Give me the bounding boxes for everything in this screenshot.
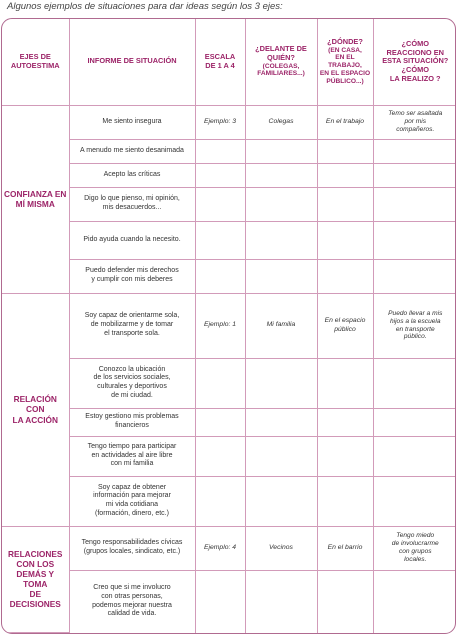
who-cell[interactable] xyxy=(245,221,317,259)
situation-cell: Digo lo que pienso, mi opinión, mis desacuerdos... xyxy=(69,187,195,221)
header-who-sub: (COLEGAS, FAMILIARES...) xyxy=(257,62,305,78)
scale-cell[interactable] xyxy=(195,163,245,187)
scale-cell[interactable] xyxy=(195,476,245,526)
where-cell: En el barrio xyxy=(317,526,373,570)
table-row xyxy=(2,163,456,187)
who-cell[interactable] xyxy=(245,476,317,526)
scale-cell[interactable] xyxy=(195,408,245,436)
reaction-cell: Tengo miedo de involucrarme con grupos locales. xyxy=(373,526,456,570)
situation-cell: Tengo responsabilidades cívicas (grupos locales, sindicato, etc.) xyxy=(69,526,195,570)
where-cell[interactable] xyxy=(317,221,373,259)
scale-cell[interactable] xyxy=(195,436,245,476)
self-esteem-table xyxy=(2,19,456,633)
table-row xyxy=(2,570,456,633)
axis-cell: RELACIONES CON LOS DEMÁS Y TOMA DE DECISIONES xyxy=(2,526,69,633)
scale-cell[interactable] xyxy=(195,570,245,633)
table-row xyxy=(2,436,456,476)
reaction-cell[interactable] xyxy=(373,408,456,436)
who-cell[interactable] xyxy=(245,358,317,408)
reaction-cell[interactable] xyxy=(373,570,456,633)
header-axes: EJES DE AUTOESTIMA xyxy=(2,19,69,105)
scale-cell[interactable] xyxy=(195,259,245,293)
reaction-cell[interactable] xyxy=(373,259,456,293)
situation-cell: Tengo tiempo para participar en actividades al aire libre con mi familia xyxy=(69,436,195,476)
situation-cell: Soy capaz de orientarme sola, de mobilizarme y de tomar el transporte sola. xyxy=(69,293,195,358)
reaction-cell: Puedo llevar a mis hijos a la escuela en transporte público. xyxy=(373,293,456,358)
where-cell: En el trabajo xyxy=(317,105,373,139)
where-cell[interactable] xyxy=(317,358,373,408)
who-cell[interactable] xyxy=(245,139,317,163)
where-cell[interactable] xyxy=(317,139,373,163)
where-cell[interactable] xyxy=(317,476,373,526)
who-cell[interactable] xyxy=(245,408,317,436)
who-cell: Vecinos xyxy=(245,526,317,570)
who-cell[interactable] xyxy=(245,163,317,187)
reaction-cell[interactable] xyxy=(373,187,456,221)
who-cell[interactable] xyxy=(245,187,317,221)
who-cell: Mi familia xyxy=(245,293,317,358)
table-row xyxy=(2,105,456,139)
table-row xyxy=(2,259,456,293)
scale-cell: Ejemplo: 3 xyxy=(195,105,245,139)
scale-cell[interactable] xyxy=(195,187,245,221)
header-situation: INFORME DE SITUACIÓN xyxy=(69,19,195,105)
reaction-cell[interactable] xyxy=(373,221,456,259)
situation-cell: A menudo me siento desanimada xyxy=(69,139,195,163)
who-cell[interactable] xyxy=(245,436,317,476)
table-row xyxy=(2,408,456,436)
reaction-cell: Temo ser asaltada por mis compañeros. xyxy=(373,105,456,139)
header-where-sub: (EN CASA, EN EL TRABAJO, EN EL ESPACIO PÚBLICO...) xyxy=(319,46,371,85)
table-row xyxy=(2,139,456,163)
scale-cell[interactable] xyxy=(195,221,245,259)
who-cell[interactable] xyxy=(245,570,317,633)
where-cell[interactable] xyxy=(317,187,373,221)
who-cell: Colegas xyxy=(245,105,317,139)
table-caption: Algunos ejemplos de situaciones para dar ideas según los 3 ejes: xyxy=(7,1,283,12)
header-who xyxy=(245,19,317,105)
situation-cell: Puedo defender mis derechos y cumplir con mis deberes xyxy=(69,259,195,293)
reaction-cell[interactable] xyxy=(373,139,456,163)
situation-cell: Me siento insegura xyxy=(69,105,195,139)
table-row xyxy=(2,526,456,570)
axis-cell: RELACIÓN CON LA ACCIÓN xyxy=(2,293,69,526)
table-row xyxy=(2,476,456,526)
header-where-title: ¿DÓNDE? xyxy=(327,36,363,46)
table-row xyxy=(2,187,456,221)
header-scale: ESCALA DE 1 A 4 xyxy=(195,19,245,105)
situation-cell: Pido ayuda cuando la necesito. xyxy=(69,221,195,259)
header-row xyxy=(2,19,456,105)
table-row xyxy=(2,358,456,408)
situation-cell: Conozco la ubicación de los servicios sociales, culturales y deportivos de mi ciudad. xyxy=(69,358,195,408)
table-row xyxy=(2,293,456,358)
situation-cell: Estoy gestiono mis problemas financieros xyxy=(69,408,195,436)
reaction-cell[interactable] xyxy=(373,436,456,476)
who-cell[interactable] xyxy=(245,259,317,293)
where-cell[interactable] xyxy=(317,570,373,633)
where-cell[interactable] xyxy=(317,163,373,187)
header-reaction: ¿CÓMO REACCIONO EN ESTA SITUACIÓN? ¿CÓMO LA REALIZO ? xyxy=(373,19,456,105)
header-who-title: ¿DELANTE DE QUIÉN? xyxy=(255,44,307,62)
header-where xyxy=(317,19,373,105)
axis-cell: CONFIANZA EN MÍ MISMA xyxy=(2,105,69,293)
table-row xyxy=(2,221,456,259)
reaction-cell[interactable] xyxy=(373,476,456,526)
situation-cell: Soy capaz de obtener información para mejorar mi vida cotidiana (formación, dinero, etc.) xyxy=(69,476,195,526)
situation-cell: Creo que si me involucro con otras personas, podemos mejorar nuestra calidad de vida. xyxy=(69,570,195,633)
reaction-cell[interactable] xyxy=(373,163,456,187)
scale-cell: Ejemplo: 1 xyxy=(195,293,245,358)
situation-cell: Acepto las críticas xyxy=(69,163,195,187)
where-cell[interactable] xyxy=(317,259,373,293)
reaction-cell[interactable] xyxy=(373,358,456,408)
self-esteem-table-card xyxy=(1,18,456,634)
where-cell[interactable] xyxy=(317,436,373,476)
scale-cell[interactable] xyxy=(195,358,245,408)
scale-cell[interactable] xyxy=(195,139,245,163)
scale-cell: Ejemplo: 4 xyxy=(195,526,245,570)
where-cell: En el espacio público xyxy=(317,293,373,358)
where-cell[interactable] xyxy=(317,408,373,436)
